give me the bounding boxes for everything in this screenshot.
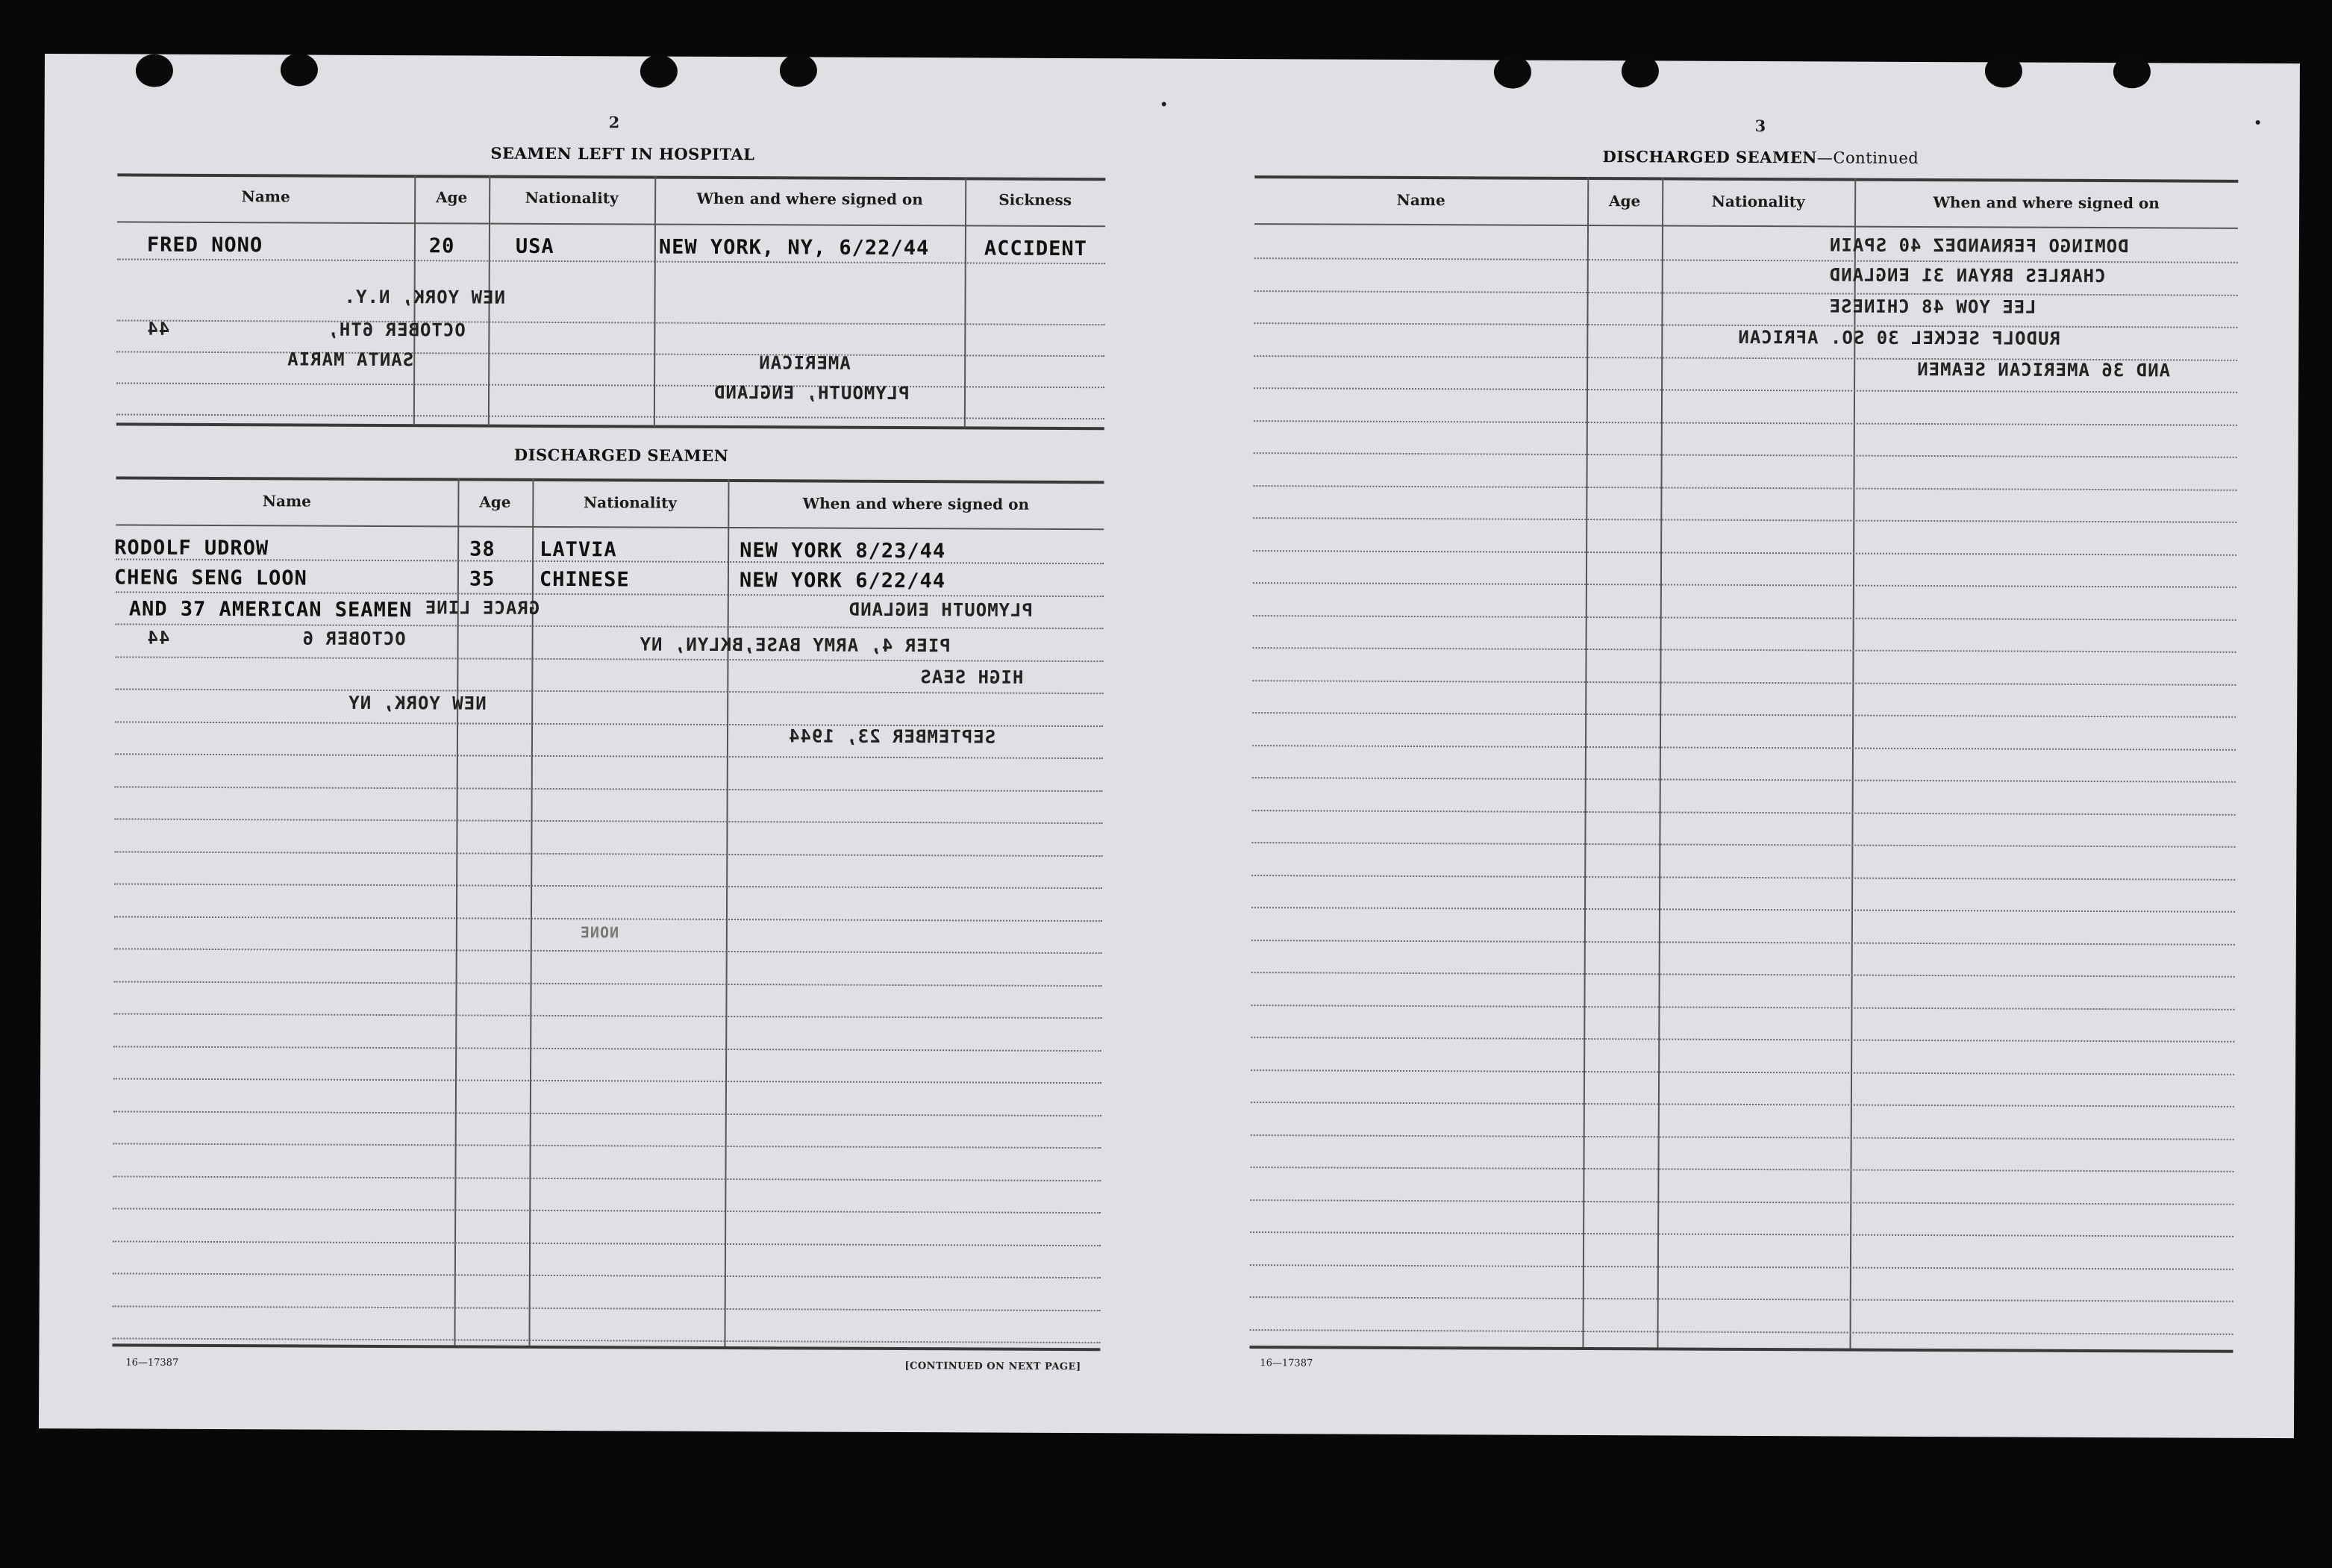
ruled-line bbox=[113, 1046, 1101, 1052]
bleed-through-text: AMERICAN bbox=[758, 352, 851, 374]
bleed-through-text: OCTOBER 6 bbox=[301, 628, 406, 650]
ruled-line bbox=[1252, 810, 2236, 816]
right-section-title bbox=[1566, 147, 1954, 167]
right-section-title-suffix: —Continued bbox=[1816, 149, 1919, 167]
hospital-row-sickness: ACCIDENT bbox=[984, 237, 1087, 261]
ruled-line bbox=[114, 916, 1102, 922]
rule bbox=[112, 1343, 1100, 1351]
bleed-through-text: SEPTEMBER 23, 1944 bbox=[787, 725, 996, 748]
punch-hole-4 bbox=[780, 54, 817, 87]
rule bbox=[1254, 223, 2238, 229]
ruled-line bbox=[1254, 420, 2237, 426]
punch-hole-7 bbox=[1985, 54, 2022, 87]
right-col-age: Age bbox=[1608, 192, 1641, 210]
right-col-signed-on: When and where signed on bbox=[1933, 193, 2160, 213]
discharged-col-age: Age bbox=[479, 493, 511, 511]
ruled-line bbox=[1254, 387, 2237, 393]
ruled-line bbox=[1254, 257, 2238, 263]
ruled-line bbox=[1250, 1231, 2233, 1237]
rule bbox=[116, 351, 1104, 357]
hospital-row-name: FRED NONO bbox=[146, 233, 263, 257]
speck-mark bbox=[2256, 120, 2260, 125]
bleed-through-text: CHARLES BRYAN 31 ENGLAND bbox=[1828, 264, 2106, 287]
ruled-line bbox=[115, 753, 1103, 759]
ruled-line bbox=[1251, 940, 2235, 946]
discharged-row-2-name: CHENG SENG LOON bbox=[113, 566, 307, 590]
bleed-through-text: PLYMOUTH, ENGLAND bbox=[713, 381, 910, 405]
bleed-through-text: OCTOBER 6TH, bbox=[327, 319, 466, 341]
hospital-col-name: Name bbox=[241, 187, 290, 206]
ruled-line bbox=[115, 656, 1103, 662]
right-page-number: 3 bbox=[1754, 116, 1766, 136]
hospital-col-age: Age bbox=[435, 188, 468, 207]
ruled-line bbox=[113, 1305, 1101, 1311]
punch-hole-5 bbox=[1494, 55, 1531, 88]
bleed-through-text: PIER 4, ARMY BASE,BKLYN, NY bbox=[639, 634, 951, 657]
ruled-line bbox=[113, 1175, 1101, 1181]
ruled-line bbox=[113, 1111, 1101, 1116]
ruled-line bbox=[1253, 582, 2236, 588]
ruled-line bbox=[113, 1143, 1101, 1149]
left-page-number: 2 bbox=[608, 113, 620, 132]
ruled-line bbox=[113, 1208, 1101, 1214]
ruled-line bbox=[1251, 972, 2235, 978]
ruled-line bbox=[1250, 1296, 2233, 1302]
ruled-line bbox=[113, 1240, 1101, 1246]
discharged-section-title: DISCHARGED SEAMEN bbox=[513, 445, 729, 466]
ruled-line bbox=[1254, 290, 2238, 296]
discharged-row-1-signed-on: NEW YORK 8/23/44 bbox=[740, 539, 946, 563]
punch-hole-3 bbox=[640, 54, 678, 87]
continued-note: [CONTINUED ON NEXT PAGE] bbox=[904, 1361, 1081, 1373]
document-sheet bbox=[39, 54, 2300, 1438]
rule bbox=[117, 258, 1105, 264]
bleed-through-text: 44 bbox=[146, 318, 170, 340]
discharged-row-3-name: AND 37 AMERICAN SEAMEN bbox=[128, 597, 413, 622]
bleed-through-text: HIGH SEAS bbox=[919, 666, 1024, 688]
bleed-through-text: AND 36 AMERICAN SEAMEN bbox=[1916, 358, 2171, 381]
ruled-line bbox=[1250, 1199, 2233, 1205]
rule bbox=[116, 422, 1104, 430]
ruled-line bbox=[1251, 907, 2235, 913]
punch-hole-8 bbox=[2113, 55, 2151, 88]
right-form-number: 16—17387 bbox=[1260, 1358, 1313, 1369]
ruled-line bbox=[116, 591, 1104, 597]
rule bbox=[116, 476, 1104, 484]
right-col-name: Name bbox=[1396, 190, 1445, 210]
ruled-line bbox=[1252, 777, 2236, 783]
hospital-row-age: 20 bbox=[428, 234, 455, 258]
discharged-row-2-nationality: CHINESE bbox=[539, 567, 630, 592]
right-table-body bbox=[45, 54, 2300, 63]
discharged-col-nationality: Nationality bbox=[583, 493, 677, 512]
ruled-line bbox=[114, 948, 1102, 954]
ruled-line bbox=[1251, 1134, 2234, 1140]
ruled-line bbox=[113, 1013, 1101, 1019]
bleed-through-text: NONE bbox=[579, 923, 619, 942]
bleed-through-text: GRACE LINE bbox=[424, 597, 540, 619]
discharged-col-name: Name bbox=[262, 492, 312, 510]
ruled-line bbox=[1253, 647, 2236, 653]
ruled-line bbox=[1252, 745, 2236, 751]
punch-hole-2 bbox=[281, 53, 318, 86]
punch-hole-6 bbox=[1622, 54, 1659, 87]
discharged-row-2-signed-on: NEW YORK 6/22/44 bbox=[739, 569, 946, 593]
hospital-col-nationality: Nationality bbox=[525, 188, 619, 207]
bleed-through-text: PLYMOUTH ENGLAND bbox=[848, 599, 1034, 621]
punch-hole-1 bbox=[136, 54, 173, 87]
rule bbox=[116, 413, 1104, 419]
hospital-col-sickness: Sickness bbox=[998, 190, 1072, 210]
bleed-through-text: RUDOLF SECKEL 30 SO. AFRICAN bbox=[1737, 326, 2060, 349]
ruled-line bbox=[1253, 550, 2236, 556]
rule bbox=[1254, 175, 2238, 183]
bleed-through-text: 44 bbox=[146, 627, 170, 649]
ruled-line bbox=[115, 786, 1103, 792]
rule bbox=[116, 524, 1104, 530]
hospital-row-signed-on: NEW YORK, NY, 6/22/44 bbox=[658, 235, 930, 260]
bleed-through-text: NEW YORK, NY bbox=[348, 692, 487, 714]
rule bbox=[116, 382, 1104, 388]
bleed-through-text: DOMINGO FERNANDEZ 40 SPAIN bbox=[1828, 234, 2129, 257]
ruled-line bbox=[1251, 875, 2235, 881]
discharged-row-1-name: RODOLF UDROW bbox=[114, 536, 269, 560]
ruled-line bbox=[113, 1078, 1101, 1084]
ruled-line bbox=[1251, 1166, 2234, 1172]
ruled-line bbox=[1251, 1069, 2234, 1075]
ruled-line bbox=[1252, 680, 2236, 686]
bleed-through-text: SANTA MARIA bbox=[287, 349, 414, 371]
column-divider bbox=[1582, 177, 1589, 1350]
rule bbox=[116, 319, 1104, 325]
ruled-line bbox=[113, 1272, 1101, 1278]
ruled-line bbox=[114, 981, 1102, 987]
ruled-line bbox=[1251, 1037, 2234, 1043]
ruled-line bbox=[1253, 485, 2236, 491]
hospital-section-title: SEAMEN LEFT IN HOSPITAL bbox=[490, 143, 755, 164]
column-divider bbox=[1849, 178, 1856, 1352]
discharged-row-1-age: 38 bbox=[469, 537, 496, 561]
left-form-number: 16—17387 bbox=[125, 1357, 179, 1369]
column-divider bbox=[724, 479, 729, 1346]
ruled-line bbox=[1254, 452, 2237, 458]
ruled-line bbox=[114, 883, 1102, 889]
right-col-nationality: Nationality bbox=[1711, 192, 1805, 211]
speck-mark bbox=[1162, 102, 1166, 107]
ruled-line bbox=[1250, 1329, 2233, 1335]
ruled-line bbox=[1251, 1005, 2234, 1011]
discharged-row-1-nationality: LATVIA bbox=[540, 537, 617, 562]
rule bbox=[117, 221, 1105, 227]
discharged-row-2-age: 35 bbox=[469, 567, 496, 591]
ruled-line bbox=[112, 1337, 1100, 1343]
ruled-line bbox=[115, 688, 1103, 694]
ruled-line bbox=[1252, 712, 2236, 718]
column-divider bbox=[1657, 177, 1663, 1350]
ruled-line bbox=[114, 851, 1102, 857]
ruled-line bbox=[1251, 1102, 2234, 1108]
ruled-line bbox=[116, 623, 1104, 629]
ruled-line bbox=[1251, 842, 2235, 848]
ruled-line bbox=[1250, 1264, 2233, 1270]
ruled-line bbox=[1253, 615, 2236, 621]
bleed-through-text: LEE YOW 48 CHINESE bbox=[1828, 296, 2036, 318]
ruled-line bbox=[115, 818, 1103, 824]
right-section-title-main: DISCHARGED SEAMEN bbox=[1602, 147, 1818, 167]
rule bbox=[1249, 1346, 2233, 1353]
column-divider bbox=[654, 176, 656, 427]
ruled-line bbox=[1253, 517, 2236, 523]
rule bbox=[117, 173, 1105, 181]
hospital-col-signed-on: When and where signed on bbox=[696, 189, 923, 209]
discharged-col-signed-on: When and where signed on bbox=[802, 494, 1030, 513]
hospital-row-nationality: USA bbox=[515, 234, 554, 258]
column-divider bbox=[964, 177, 966, 428]
discharged-table-body bbox=[45, 54, 2300, 63]
bleed-through-text: NEW YORK, N.Y. bbox=[343, 286, 505, 308]
